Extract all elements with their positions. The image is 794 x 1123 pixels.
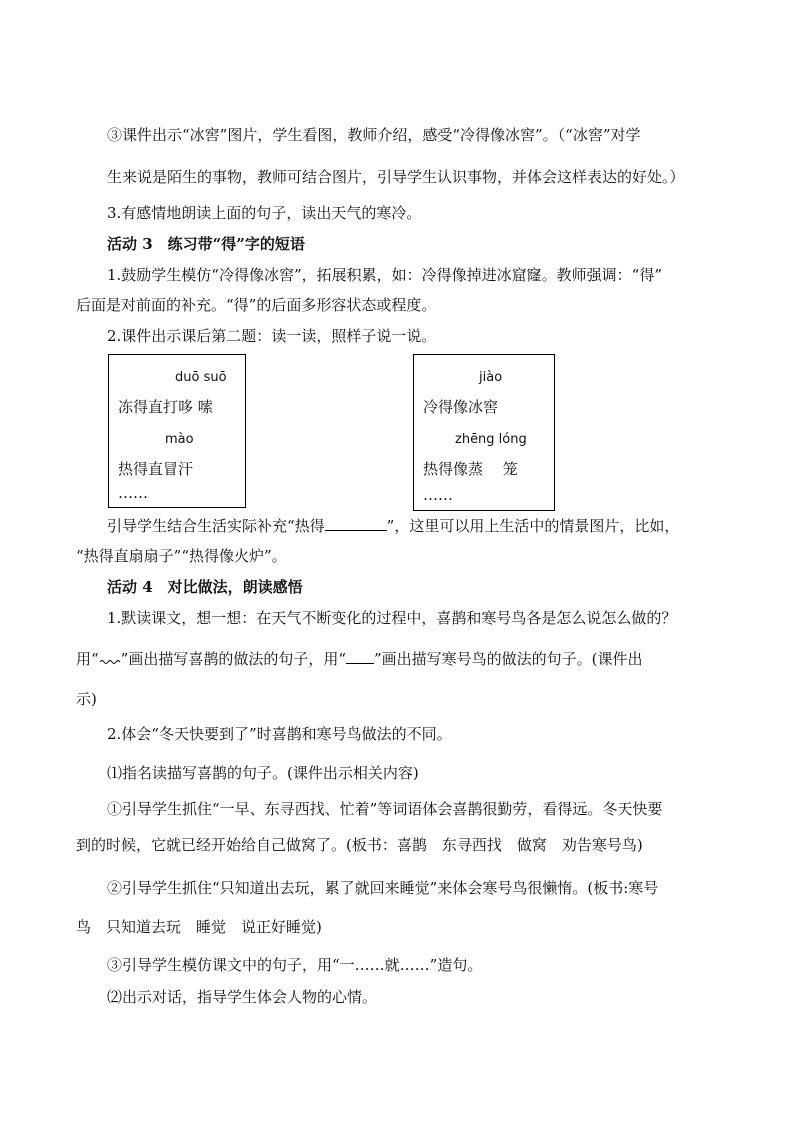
paragraph-line: 生来说是陌生的事物，教师可结合图片，引导学生认识事物，并体会这样表达的好处。）: [107, 168, 685, 186]
paragraph-line: 到的时候，它就已经开始给自己做窝了。(板书：喜鹊 东寻西找 做窝 劝告寒号鸟): [76, 836, 643, 854]
ellipsis: ……: [118, 484, 148, 502]
text-segment: ”画出描写喜鹊的做法的句子，用“: [120, 650, 347, 668]
example-phrase: 冷得像冰窖: [423, 398, 499, 416]
exercise-box-right: [413, 354, 555, 511]
example-phrase: 热得像蒸 笼: [423, 460, 518, 478]
paragraph-line: ③课件出示“冰窖”图片，学生看图，教师介绍，感受“冷得像冰窖”。（“冰窖”对学: [107, 126, 641, 144]
pinyin-annotation: duō suō: [175, 370, 227, 385]
paragraph-line: 后面是对前面的补充。“得”的后面多形容状态或程度。: [76, 296, 437, 314]
paragraph-line: [76, 649, 643, 669]
paragraph-line: 1.鼓励学生模仿“冷得像冰窖”，拓展积累，如：冷得像掉进冰窟窿。教师强调：“得”: [107, 266, 662, 284]
paragraph-line: ②引导学生抓住“只知道出去玩，累了就回来睡觉”来体会寒号鸟很懒惰。(板书:寒号: [107, 879, 659, 897]
wavy-underline-mark: [99, 652, 121, 664]
paragraph-line: 2.课件出示课后第二题：读一读，照样子说一说。: [107, 327, 437, 345]
paragraph-line: “热得直扇扇子”“热得像火炉”。: [76, 547, 287, 565]
text-segment: ”，这里可以用上生活中的情景图片，比如，: [386, 517, 680, 535]
paragraph-line: 3.有感情地朗读上面的句子，读出天气的寒冷。: [107, 204, 422, 222]
paragraph-line: 2.体会“冬天快要到了”时喜鹊和寒号鸟做法的不同。: [107, 725, 452, 743]
activity-4-heading: 活动 4 对比做法，朗读感悟: [107, 578, 303, 596]
paragraph-line: 鸟 只知道去玩 睡觉 说正好睡觉): [76, 918, 322, 936]
fill-blank-underline: [325, 516, 387, 531]
pinyin-annotation: jiào: [479, 370, 503, 385]
paragraph-line: 1.默读课文，想一想：在天气不断变化的过程中，喜鹊和寒号鸟各是怎么说怎么做的？: [107, 609, 677, 627]
paragraph-line: ⑴指名读描写喜鹊的句子。(课件出示相关内容): [107, 764, 419, 782]
text-segment: 用“: [76, 650, 99, 668]
pinyin-annotation: zhēng lóng: [455, 432, 527, 447]
example-phrase: 热得直冒汗: [118, 460, 194, 478]
activity-3-heading: 活动 3 练习带“得”字的短语: [107, 235, 305, 253]
pinyin-annotation: mào: [165, 432, 194, 447]
paragraph-line: ①引导学生抓住“一早、东寻西找、忙着”等词语体会喜鹊很勤劳，看得远。冬天快要: [107, 800, 663, 818]
text-segment: ”画出描写寒号鸟的做法的句子。(课件出: [374, 650, 643, 668]
paragraph-line: ③引导学生模仿课文中的句子，用“一……就……”造句。: [107, 956, 483, 974]
paragraph-line: 示): [76, 690, 97, 708]
text-segment: 引导学生结合生活实际补充“热得: [107, 517, 325, 535]
paragraph-line: ⑵出示对话，指导学生体会人物的心情。: [107, 988, 378, 1006]
straight-underline-mark: [346, 651, 374, 664]
example-phrase: 冻得直打哆 嗦: [118, 398, 213, 416]
exercise-box-left: [108, 354, 246, 508]
ellipsis: ……: [423, 486, 453, 504]
paragraph-line: [107, 516, 679, 536]
